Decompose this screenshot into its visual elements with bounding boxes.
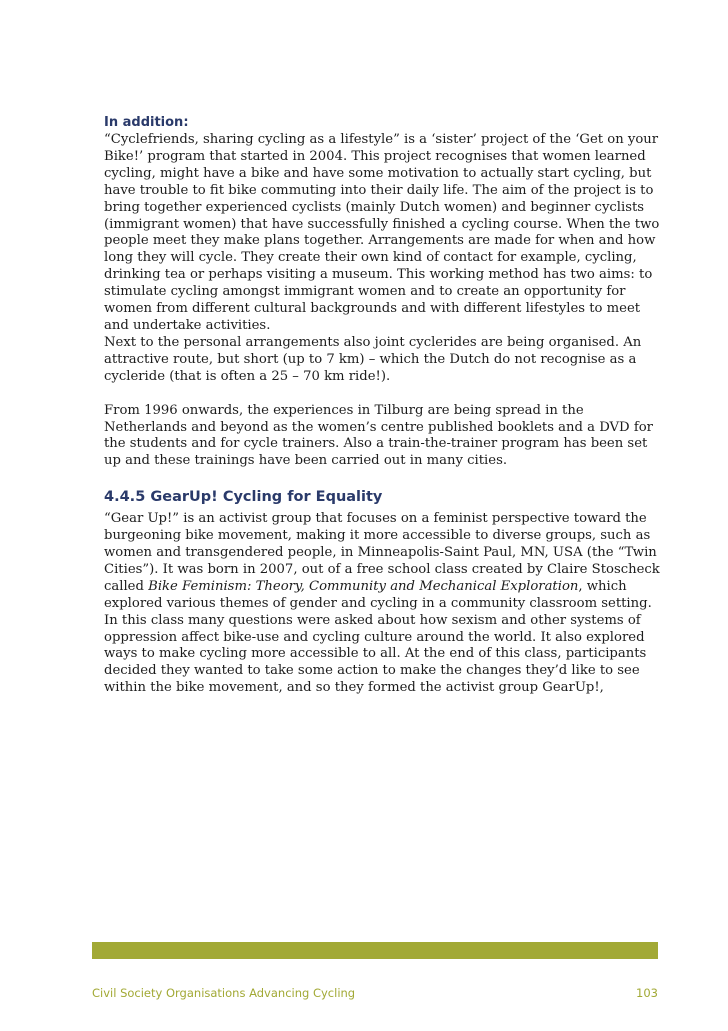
intro-heading: In addition: [104, 115, 189, 130]
section-paragraph-gearup [104, 511, 664, 697]
intro-paragraph-cyclerides: Next to the personal arrangements also joint cyclerides are being organised. An attractive route, but short (up to 7 km) – which the Dutch do not recognise as a cycleride (that is often a 25 – 70 km ride!). [104, 334, 642, 384]
section-italic-title: Bike Feminism: Theory, Community and Mechanical Exploration [148, 578, 579, 594]
section-text-after: , which explored various themes of gender and cycling in a community classroom setting. In this class many questions were asked about how sexism and other systems of oppression affect bike-use and cycling culture around the world. It also explored ways to make cycling more accessible to all. At the end of this class, participants decided they wanted to take some action to make the changes they’d like to see within the bike movement, and so they formed the activist group GearUp!, [104, 578, 652, 696]
intro-paragraph-tilburg: From 1996 onwards, the experiences in Tilburg are being spread in the Netherlands and beyond as the women’s centre published booklets and a DVD for the students and for cycle trainers. Also a train-the-trainer program has been set up and these trainings have been carried out in many cities. [104, 402, 653, 469]
footer-bar [92, 942, 658, 959]
footer [92, 986, 658, 1000]
footer-publication-title: Civil Society Organisations Advancing Cycling [92, 986, 356, 1000]
footer-page-number: 103 [636, 986, 658, 1000]
section-text-before: “Gear Up!” is an activist group that focuses on a feminist perspective toward the burgeoning bike movement, making it more accessible to diverse groups, such as women and transgendered people, in Minneapolis-Saint Paul, MN, USA (the “Twin Cities”). It was born in 2007, out of a free school class created by Claire Stoscheck called [104, 511, 660, 594]
section-heading-gearup: 4.4.5 GearUp! Cycling for Equality [104, 489, 383, 506]
page-content [104, 114, 664, 697]
intro-paragraph-cyclefriends: “Cyclefriends, sharing cycling as a lifestyle” is a ‘sister’ project of the ‘Get on your Bike!’ program that started in 2004. This project recognises that women learned cycling, might have a bike and have some motivation to actually start cycling, but have trouble to fit bike commuting into their daily life. The aim of the project is to bring together experienced cyclists (mainly Dutch women) and beginner cyclists (immigrant women) that have successfully finished a cycling course. When the two people meet they make plans together. Arrangements are made for when and how long they will cycle. They create their own kind of contact for example, cycling, drinking tea or perhaps visiting a museum. This working method has two aims: to stimulate cycling amongst immigrant women and to create an opportunity for women from different cultural backgrounds and with different lifestyles to meet and undertake activities. [104, 132, 660, 333]
